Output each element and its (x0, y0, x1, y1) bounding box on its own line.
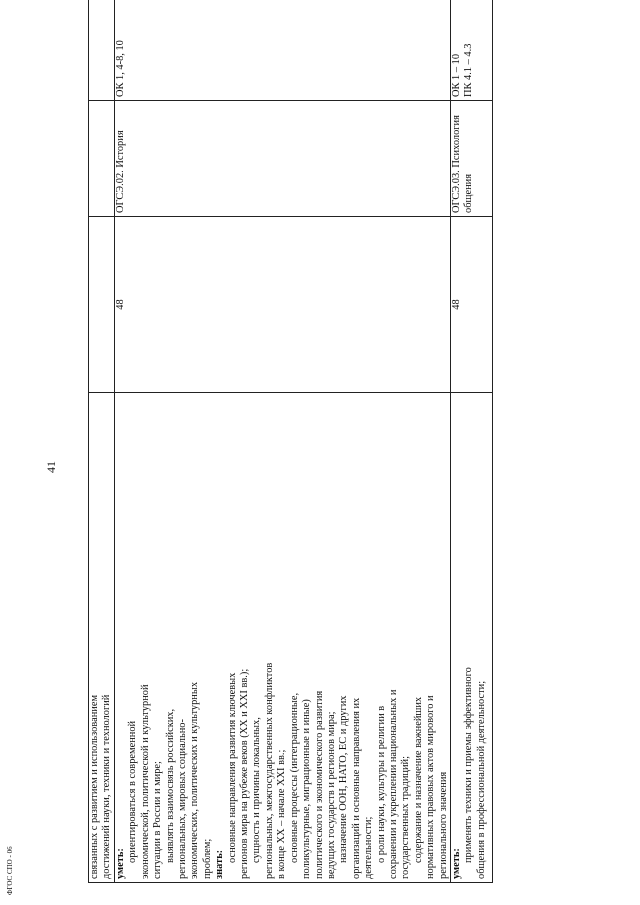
list-item: применять техники и приемы эффективного (463, 667, 475, 863)
intro-cell (89, 393, 115, 883)
list-item: нормативных правовых актов мирового и (425, 695, 437, 879)
list-item: общения в профессиональной деятельности; (475, 680, 487, 879)
intro-line: связанных с развитием и использованием (89, 694, 100, 879)
page-number: 41 (44, 461, 58, 473)
list-item: ситуации в России и мире; (152, 761, 164, 879)
list-item: сущность и причины локальных, (251, 717, 263, 863)
umet-label: уметь: (115, 848, 126, 879)
competencies-value: ОК 1, 4-8, 10 (115, 40, 126, 97)
requirements-cell (115, 393, 451, 883)
list-item: поликультурные, миграционные и иные) (301, 699, 313, 879)
umet-label: уметь: (450, 848, 462, 879)
competencies-cell (115, 0, 451, 101)
list-item: ориентироваться в современной (127, 720, 139, 863)
list-item: регионального значения (437, 771, 449, 879)
competencies-cell (89, 0, 115, 101)
list-item: в конце XX – начале XXI вв.; (276, 749, 288, 879)
discipline-title: ОГСЭ.03. Психология общения (450, 115, 475, 213)
znat-label: знать: (214, 849, 226, 879)
list-item: деятельности; (363, 816, 375, 879)
list-item: содержание и назначение важнейших (412, 696, 424, 863)
hours-cell: 48 (115, 217, 451, 393)
competencies-value: ОК 1 – 10 (450, 53, 462, 97)
list-item: о роли науки, культуры и религии в (375, 705, 387, 863)
list-item: выявлять взаимосвязь российских, (164, 708, 176, 863)
list-item: основные направления развития ключевых (226, 672, 238, 863)
discipline-title: ОГСЭ.02. История (115, 130, 126, 213)
footer-code: ФГОС СПО - 06 (6, 846, 14, 895)
list-item: региональных, мировых социально- (177, 719, 189, 879)
hours-cell (89, 217, 115, 393)
competencies-value: ПК 4.1 – 4.3 (463, 43, 475, 97)
table-row-intro (89, 0, 115, 883)
list-item: политического и экономического развития (313, 690, 325, 879)
list-item: назначение ООН, НАТО, ЕС и других (338, 695, 350, 863)
list-item: организаций и основные направления их (350, 697, 362, 879)
discipline-cell (115, 101, 451, 217)
list-item: экономической, политической и культурной (139, 684, 151, 879)
table-row-history (115, 0, 451, 883)
list-item: сохранении и укреплении национальных и (387, 689, 399, 879)
list-item: проблем; (201, 838, 213, 879)
list-item: ведущих государств и регионов мира; (325, 711, 337, 879)
list-item: регионов мира на рубеже веков (XX и XXI вв.); (239, 668, 251, 879)
intro-line: достижений науки, техники и технологий (101, 694, 113, 879)
list-item: основные процессы (интеграционные, (288, 692, 300, 863)
list-item: региональных, межгосударственных конфликтов (263, 662, 275, 879)
discipline-cell (450, 101, 492, 217)
competency-table (88, 0, 493, 883)
list-item: экономических, политических и культурных (189, 681, 201, 879)
competencies-cell (450, 0, 492, 101)
requirements-cell (450, 393, 492, 883)
list-item: государственных традиций; (400, 756, 412, 879)
discipline-cell (89, 101, 115, 217)
table-row-psychology (450, 0, 492, 883)
hours-cell: 48 (450, 217, 492, 393)
